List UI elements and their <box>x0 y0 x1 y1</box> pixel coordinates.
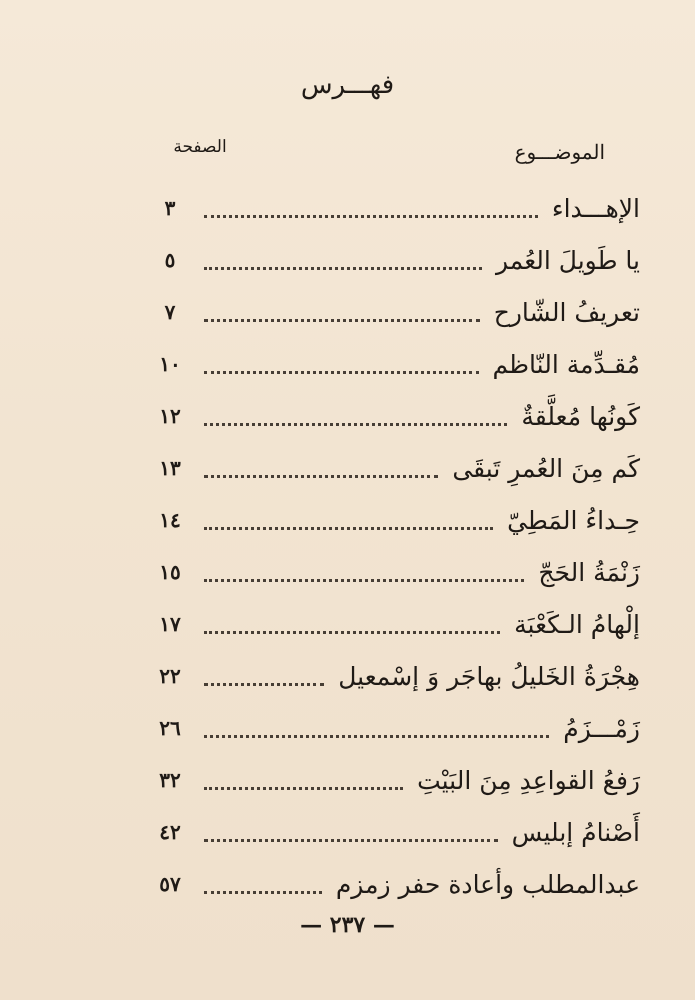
dot-leader <box>204 890 322 894</box>
dot-leader <box>204 578 524 582</box>
entry-title: كَم مِنَ العُمرِ تَبقَى <box>452 453 640 483</box>
entry-title: حِـداءُ المَطِيّ <box>507 505 640 535</box>
entry-page-number: ١٠ <box>159 352 181 376</box>
entry-page-number: ٢٢ <box>159 664 181 688</box>
dot-leader <box>204 474 438 478</box>
entry-title: تعريفُ الشّارح <box>493 297 640 327</box>
entry-title: كَونُها مُعلَّقةٌ <box>521 401 640 431</box>
index-list <box>150 182 640 910</box>
entry-title: أَصْنامُ إبليس <box>511 817 640 847</box>
page-number-footer: — ٢٣٧ — <box>300 912 395 938</box>
dot-leader <box>204 786 403 790</box>
entry-page-number: ٢٦ <box>159 716 181 740</box>
list-item <box>150 494 640 546</box>
dot-leader <box>204 214 538 218</box>
list-item <box>150 286 640 338</box>
list-item <box>150 182 640 234</box>
dot-leader <box>204 734 549 738</box>
list-item <box>150 702 640 754</box>
entry-title: عبدالمطلب وأعادة حفر زمزم <box>335 869 640 899</box>
entry-page-number: ٥٧ <box>159 872 181 896</box>
list-item <box>150 546 640 598</box>
dot-leader <box>204 526 493 530</box>
entry-page-number: ٤٢ <box>159 820 181 844</box>
entry-title: إلْهامُ الـكَعْبَة <box>514 609 640 639</box>
entry-page-number: ٣٢ <box>159 768 181 792</box>
dot-leader <box>204 630 500 634</box>
entry-page-number: ١٢ <box>159 404 181 428</box>
dot-leader <box>204 838 498 842</box>
list-item <box>150 598 640 650</box>
dot-leader <box>204 318 480 322</box>
entry-page-number: ١٣ <box>159 456 181 480</box>
entry-title: زَمْـــزَمُ <box>563 713 640 743</box>
entry-title: هِجْرَةُ الخَليلُ بهاجَر وَ إسْمعيل <box>338 661 640 691</box>
entry-page-number: ١٧ <box>159 612 181 636</box>
entry-page-number: ٧ <box>164 300 176 324</box>
list-item <box>150 650 640 702</box>
entry-page-number: ١٤ <box>159 508 181 532</box>
list-item <box>150 858 640 910</box>
list-item <box>150 390 640 442</box>
list-item <box>150 754 640 806</box>
page-column-header: الصفحة <box>173 137 227 157</box>
index-title: فهـــرس <box>300 70 395 100</box>
entry-page-number: ٣ <box>164 196 176 220</box>
dot-leader <box>204 422 507 426</box>
list-item <box>150 338 640 390</box>
dot-leader <box>204 682 324 686</box>
entry-title: زَنْمَةُ الحَجّ <box>538 557 640 587</box>
entry-page-number: ١٥ <box>159 560 181 584</box>
entry-title: مُقـدِّمة النّاظم <box>492 349 640 379</box>
entry-title: الإهـــداء <box>551 193 640 223</box>
list-item <box>150 234 640 286</box>
entry-title: يا طَويلَ العُمر <box>495 245 640 275</box>
topic-header: الموضـــوع <box>514 140 605 164</box>
entry-title: رَفعُ القواعِدِ مِنَ البَيْتِ <box>417 765 640 795</box>
list-item <box>150 806 640 858</box>
dot-leader <box>204 266 482 270</box>
entry-page-number: ٥ <box>164 248 176 272</box>
list-item <box>150 442 640 494</box>
dot-leader <box>204 370 479 374</box>
